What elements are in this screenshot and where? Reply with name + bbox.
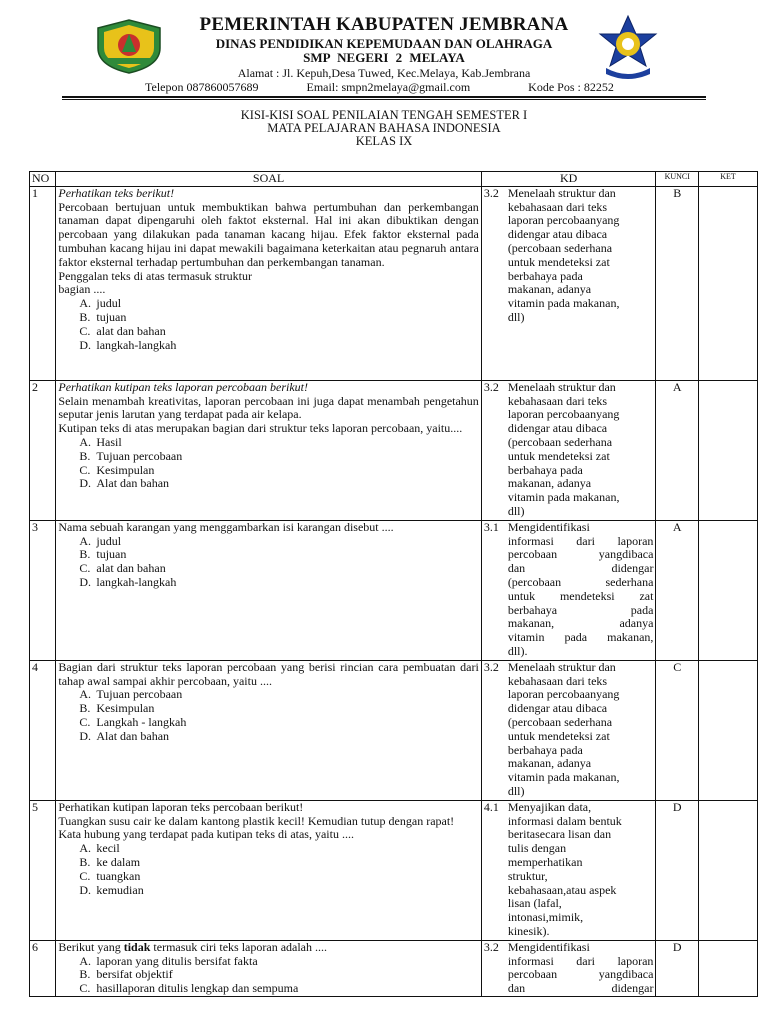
contact-line <box>145 80 614 95</box>
question-text: Nama sebuah karangan yang menggambarkan isi karangan disebut .... <box>58 519 394 534</box>
header-divider-thick <box>62 96 706 98</box>
question-cell <box>56 380 481 520</box>
kd-number: 3.1 <box>483 519 499 534</box>
answer-options <box>58 955 478 996</box>
answer-option: D. kemudian <box>79 882 144 897</box>
school-name: SMP NEGERI 2 MELAYA <box>303 50 465 65</box>
doc-title-line-3: KELAS IX <box>355 134 413 148</box>
kd-number: 3.2 <box>483 939 499 954</box>
answer-options <box>58 436 478 491</box>
answer-option: D. Alat dan bahan <box>79 728 170 743</box>
question-text: Penggalan teks di atas termasuk struktur <box>58 268 253 283</box>
question-text: Kata hubung yang terdapat pada kutipan teks di atas, yaitu .... <box>58 827 354 842</box>
answer-option: B. tujuan <box>79 547 127 562</box>
kd-cell: 4.1 Menyajikan data, informasi dalam bentuk beritasecara lisan dan tulis dengan memperhatikan struktur, kebahasaan,atau aspek lisan (lafal, intonasi,mimik, kinesik). <box>481 800 656 940</box>
header-kd: KD <box>481 172 656 187</box>
question-text: Kutipan teks di atas merupakan bagian dari struktur teks laporan percobaan, yaitu.... <box>58 421 463 436</box>
doc-title-line-2: MATA PELAJARAN BAHASA INDONESIA <box>267 121 501 135</box>
table-row <box>30 186 758 380</box>
answer-option: A. Hasil <box>79 434 122 449</box>
question-passage: Percobaan bertujuan untuk membuktikan bahwa pertumbuhan dan perkembangan tanaman dapat dipengaruhi oleh faktot eksternal. Hal ini akan dibuktikan dengan percobaan yang dilakukan pada tanaman kacang hijau. Efek faktor eksternal pada tumbuhan kacang hijau ini dapat mewakili bagaimana keterkaitan atau pegnaruh antara faktor eksternal terhadap pertumbuhan dan perkembangan tanaman. <box>58 199 479 269</box>
answer-option: D. langkah-langkah <box>79 574 177 589</box>
question-cell <box>56 660 481 800</box>
answer-option: D. Alat dan bahan <box>79 476 170 491</box>
answer-option: C. alat dan bahan <box>79 561 166 576</box>
kd-cell: 3.2 Mengidentifikasi informasi dari laporan percobaan yangdibaca dan didengar <box>481 940 656 996</box>
answer-options <box>58 842 478 897</box>
answer-key: A <box>656 520 699 660</box>
row-number: 1 <box>30 186 56 380</box>
table-row <box>30 660 758 800</box>
answer-option: B. Kesimpulan <box>79 701 155 716</box>
education-star-logo-icon <box>596 14 660 84</box>
answer-key: B <box>656 186 699 380</box>
answer-option: A. kecil <box>79 841 120 856</box>
row-number: 4 <box>30 660 56 800</box>
answer-options <box>58 688 478 743</box>
notes-cell <box>699 186 758 380</box>
row-number: 2 <box>30 380 56 520</box>
answer-option: B. tujuan <box>79 309 127 324</box>
notes-cell <box>699 660 758 800</box>
answer-options <box>58 297 478 352</box>
answer-option: B. Tujuan percobaan <box>79 448 183 463</box>
kd-number: 3.2 <box>483 379 499 394</box>
answer-option: C. Langkah - langkah <box>79 714 187 729</box>
letterhead <box>0 0 768 100</box>
answer-key: D <box>656 800 699 940</box>
answer-option: A. judul <box>79 533 122 548</box>
government-title: PEMERINTAH KABUPATEN JEMBRANA <box>199 14 569 35</box>
kd-cell: 3.2 Menelaah struktur dan kebahasaan dari teks laporan percobaanyang didengar atau dibaca (percobaan sederhana untuk mendeteksi zat berbahaya pada makanan, adanya vitamin pada makanan, dll) <box>481 660 656 800</box>
answer-option: C. Kesimpulan <box>79 462 155 477</box>
notes-cell <box>699 520 758 660</box>
header-divider-thin <box>62 99 706 100</box>
phone-number: Telepon 087860057689 <box>145 80 259 94</box>
header-no: NO <box>30 172 56 187</box>
kd-number: 3.2 <box>483 659 499 674</box>
question-text-cont: bagian .... <box>58 282 106 297</box>
doc-title-line-1: KISI-KISI SOAL PENILAIAN TENGAH SEMESTER I <box>240 108 528 122</box>
question-text: Bagian dari struktur teks laporan percobaan yang berisi rincian cara pembuatan dari tahap awal sampai akhir percobaan, yaitu .... <box>58 659 479 688</box>
notes-cell <box>699 940 758 996</box>
postal-code: Kode Pos : 82252 <box>528 80 614 94</box>
exam-grid-table <box>29 171 758 997</box>
question-passage: Selain menambah kreativitas, laporan percobaan ini juga dapat menambah pengetahun seputar jenis larutan yang terdapat pada air kelapa. <box>58 393 479 422</box>
question-cell <box>56 800 481 940</box>
department-name: DINAS PENDIDIKAN KEPEMUDAAN DAN OLAHRAGA <box>215 36 553 51</box>
answer-option: D. langkah-langkah <box>79 337 177 352</box>
kd-cell: 3.2 Menelaah struktur dan kebahasaan dari teks laporan percobaanyang didengar atau dibaca (percobaan sederhana untuk mendeteksi zat berbahaya pada makanan, adanya vitamin pada makanan, dll) <box>481 186 656 380</box>
answer-option: A. Tujuan percobaan <box>79 687 183 702</box>
answer-option: A. laporan yang ditulis bersifat fakta <box>79 953 258 968</box>
row-number: 3 <box>30 520 56 660</box>
question-cell <box>56 940 481 996</box>
email-address: Email: smpn2melaya@gmail.com <box>306 80 471 94</box>
question-cell <box>56 520 481 660</box>
answer-option: C. alat dan bahan <box>79 323 166 338</box>
kd-number: 3.2 <box>483 185 499 200</box>
question-passage: Tuangkan susu cair ke dalam kantong plastik kecil! Kemudian tutup dengan rapat! <box>58 813 455 828</box>
kd-number: 4.1 <box>483 799 499 814</box>
header-soal: SOAL <box>56 172 481 187</box>
header-ket: KET <box>699 172 758 187</box>
table-header-row <box>30 172 758 187</box>
answer-key: C <box>656 660 699 800</box>
table-row <box>30 940 758 996</box>
question-lead: Perhatikan teks berikut! <box>58 185 175 200</box>
answer-key: A <box>656 380 699 520</box>
table-row <box>30 520 758 660</box>
question-lead: Perhatikan kutipan laporan teks percobaan berikut! <box>58 799 304 814</box>
school-address: Alamat : Jl. Kepuh,Desa Tuwed, Kec.Melaya, Kab.Jembrana <box>237 66 531 80</box>
question-lead: Perhatikan kutipan teks laporan percobaan berikut! <box>58 379 309 394</box>
row-number: 6 <box>30 940 56 996</box>
notes-cell <box>699 380 758 520</box>
row-number: 5 <box>30 800 56 940</box>
table-row <box>30 800 758 940</box>
answer-option: B. bersifat objektif <box>79 967 173 982</box>
notes-cell <box>699 800 758 940</box>
kd-cell: 3.2 Menelaah struktur dan kebahasaan dari teks laporan percobaanyang didengar atau dibaca (percobaan sederhana untuk mendeteksi zat berbahaya pada makanan, adanya vitamin pada makanan, dll) <box>481 380 656 520</box>
answer-option: A. judul <box>79 296 122 311</box>
question-text: Berikut yang tidak termasuk ciri teks laporan adalah .... <box>58 939 328 954</box>
answer-option: C. tuangkan <box>79 868 141 883</box>
answer-options <box>58 535 478 590</box>
answer-key: D <box>656 940 699 996</box>
table-row <box>30 380 758 520</box>
kd-cell: 3.1 Mengidentifikasi informasi dari laporan percobaan yangdibaca dan didengar (percobaan sederhana untuk mendeteksi zat berbahaya pada makanan, adanya vitamin pada makanan, dll). <box>481 520 656 660</box>
header-kunci: KUNCI <box>656 172 699 187</box>
question-cell <box>56 186 481 380</box>
answer-option: C. hasillaporan ditulis lengkap dan sempuma <box>79 981 299 996</box>
answer-option: B. ke dalam <box>79 854 141 869</box>
